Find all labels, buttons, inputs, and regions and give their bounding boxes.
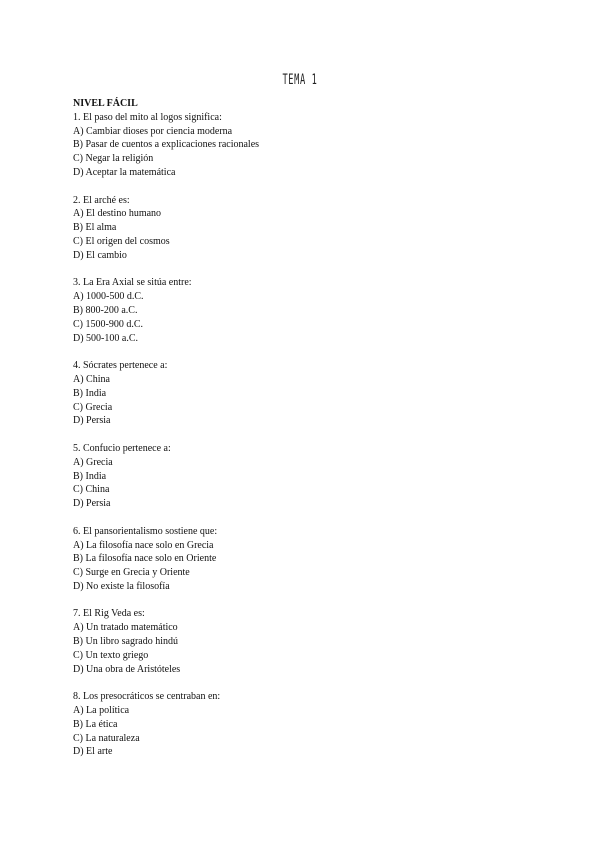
- answer-option: C) 1500-900 d.C.: [73, 318, 143, 330]
- answer-option: A) Cambiar dioses por ciencia moderna: [73, 125, 233, 137]
- answer-option: C) El origen del cosmos: [73, 235, 170, 247]
- answer-option: B) El alma: [73, 222, 117, 234]
- answer-option: B) La filosofía nace solo en Oriente: [73, 553, 217, 565]
- answer-option: C) Negar la religión: [73, 153, 154, 165]
- answer-option: A) La política: [73, 705, 130, 717]
- question-2: [73, 194, 543, 263]
- answer-option: C) Surge en Grecia y Oriente: [73, 567, 190, 579]
- answer-option: A) China: [73, 373, 110, 385]
- answer-option: C) Un texto griego: [73, 649, 149, 661]
- question-prompt: 3. La Era Axial se sitúa entre:: [73, 277, 192, 289]
- question-3: [73, 276, 543, 345]
- question-5: [73, 442, 543, 511]
- answer-option: D) Persia: [73, 415, 111, 427]
- answer-option: D) No existe la filosofía: [73, 580, 170, 592]
- answer-option: C) Grecia: [73, 401, 113, 413]
- answer-option: D) 500-100 a.C.: [73, 332, 138, 344]
- document-content: [73, 97, 543, 773]
- question-prompt: 8. Los presocráticos se centraban en:: [73, 691, 221, 703]
- document-title: TEMA 1: [282, 72, 318, 88]
- answer-option: C) La naturaleza: [73, 732, 140, 744]
- answer-option: D) El arte: [73, 746, 113, 758]
- answer-option: A) Grecia: [73, 456, 113, 468]
- question-prompt: 1. El paso del mito al logos significa:: [73, 111, 222, 123]
- question-prompt: 7. El Rig Veda es:: [73, 608, 145, 620]
- answer-option: A) La filosofía nace solo en Grecia: [73, 539, 214, 551]
- question-prompt: 2. El arché es:: [73, 194, 130, 206]
- question-4: [73, 359, 543, 428]
- question-prompt: 4. Sócrates pertenece a:: [73, 360, 168, 372]
- question-6: [73, 525, 543, 594]
- question-1: [73, 111, 543, 180]
- answer-option: D) Persia: [73, 498, 111, 510]
- question-7: [73, 607, 543, 676]
- question-prompt: 5. Confucio pertenece a:: [73, 442, 171, 454]
- question-8: [73, 690, 543, 759]
- answer-option: B) India: [73, 387, 107, 399]
- answer-option: D) Aceptar la matemática: [73, 166, 176, 178]
- answer-option: B) 800-200 a.C.: [73, 304, 138, 316]
- answer-option: B) India: [73, 470, 107, 482]
- answer-option: D) El cambio: [73, 249, 127, 261]
- answer-option: B) Pasar de cuentos a explicaciones racionales: [73, 139, 260, 151]
- answer-option: B) Un libro sagrado hindú: [73, 636, 178, 648]
- answer-option: B) La ética: [73, 718, 118, 730]
- answer-option: A) El destino humano: [73, 208, 162, 220]
- answer-option: C) China: [73, 484, 110, 496]
- level-heading: NIVEL FÁCIL: [73, 98, 138, 109]
- question-prompt: 6. El pansorientalismo sostiene que:: [73, 525, 218, 537]
- answer-option: D) Una obra de Aristóteles: [73, 663, 181, 675]
- answer-option: A) 1000-500 d.C.: [73, 291, 144, 303]
- answer-option: A) Un tratado matemático: [73, 622, 178, 634]
